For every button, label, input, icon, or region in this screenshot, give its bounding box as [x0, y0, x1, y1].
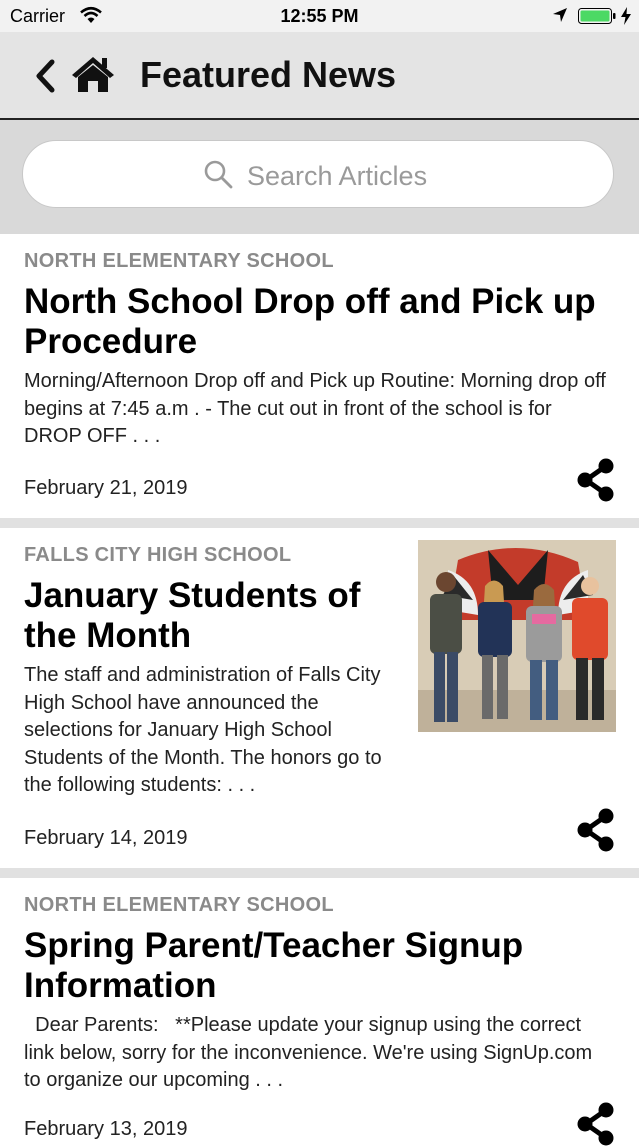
charging-bolt-icon — [620, 7, 632, 25]
article-card[interactable] — [0, 878, 639, 1140]
article-school: FALLS CITY HIGH SCHOOL — [24, 544, 292, 566]
article-school: NORTH ELEMENTARY SCHOOL — [24, 894, 334, 916]
search-input[interactable] — [245, 155, 589, 197]
article-title[interactable]: January Students of the Month — [24, 576, 361, 655]
navigation-bar — [0, 32, 639, 120]
search-bar[interactable] — [22, 140, 614, 208]
back-chevron-icon[interactable] — [30, 56, 62, 96]
article-date: February 14, 2019 — [24, 827, 188, 849]
article-date: February 21, 2019 — [24, 477, 188, 499]
article-card[interactable] — [0, 528, 639, 878]
article-summary: Morning/Afternoon Drop off and Pick up Routine: Morning drop off begins at 7:45 a.m . - The cut out in front of the school is for DROP OFF . . . — [24, 370, 606, 447]
article-card[interactable] — [0, 234, 639, 528]
share-icon[interactable] — [575, 808, 617, 852]
students-photo-image — [418, 540, 616, 732]
page-title: Featured News — [140, 54, 397, 95]
article-date: February 13, 2019 — [24, 1118, 188, 1140]
share-icon[interactable] — [575, 1102, 617, 1146]
search-icon — [203, 159, 233, 189]
search-section — [0, 120, 639, 234]
article-title[interactable]: North School Drop off and Pick up Procedure — [24, 282, 596, 361]
home-icon[interactable] — [70, 54, 116, 94]
carrier-label: Carrier — [10, 6, 66, 26]
article-summary: The staff and administration of Falls City High School have announced the selections for January High School Students of the Month. The honors go to the following students: . . . — [24, 664, 382, 796]
share-icon[interactable] — [575, 458, 617, 502]
article-title[interactable]: Spring Parent/Teacher Signup Information — [24, 926, 524, 1005]
location-arrow-icon — [552, 7, 568, 23]
article-thumbnail[interactable] — [418, 540, 616, 732]
clock: 12:55 PM — [280, 6, 359, 26]
article-school: NORTH ELEMENTARY SCHOOL — [24, 250, 334, 272]
status-bar — [0, 0, 639, 32]
battery-icon — [578, 8, 616, 24]
article-summary: Dear Parents: **Please update your signup using the correct link below, sorry for the inconvenience. We're using SignUp.com to organize our upcoming . . . — [24, 1014, 598, 1091]
